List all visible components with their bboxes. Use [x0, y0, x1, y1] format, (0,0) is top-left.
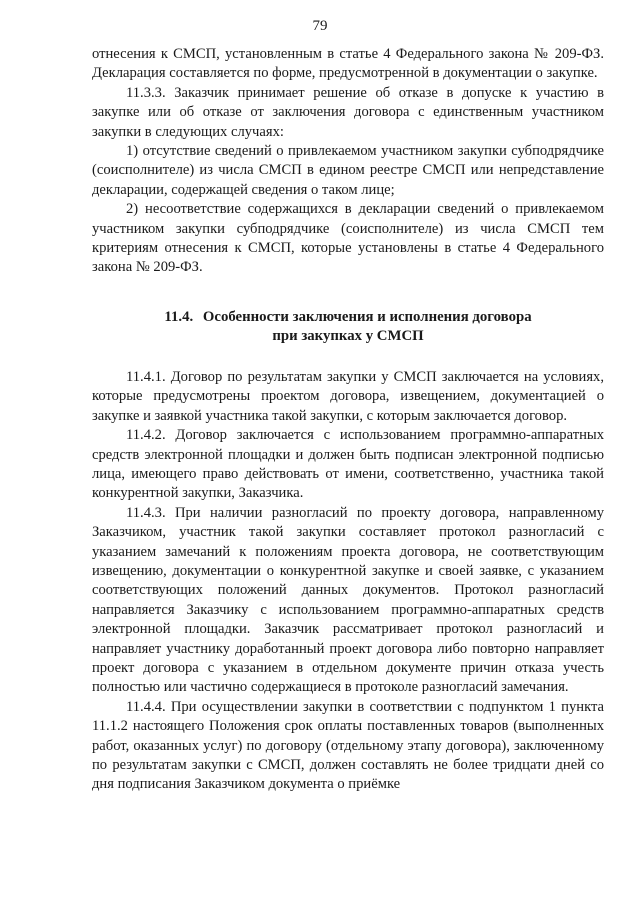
paragraph-continuation: отнесения к СМСП, установленным в статье 4 Федерального закона № 209-ФЗ. Декларация составляется по форме, предусмотренной в документации о закупке. — [92, 46, 604, 82]
section-heading — [92, 308, 604, 346]
list-item-2: 2) несоответствие содержащихся в декларации сведений о привлекаемом участником закупки субподрядчике (соисполнителе) из числа СМСП тем критериям отнесения к СМСП, которые установлены в статье 4 Федерального закона № 209-ФЗ. — [92, 201, 604, 276]
section-heading-number: 11.4. — [164, 308, 194, 325]
paragraph-11-4-4: 11.4.4. При осуществлении закупки в соответствии с подпунктом 1 пункта 11.1.2 настоящего Положения срок оплаты поставленных товаров (выполненных работ, оказанных услуг) по договору (отдельному этапу договора), заключенному по результатам закупки с СМСП, должен составлять не более тридцати дней со дня подписания Заказчиком документа о приёмке — [92, 698, 604, 793]
paragraph-11-4-1: 11.4.1. Договор по результатам закупки у СМСП заключается на условиях, которые предусмотрены проектом договора, извещением, документацией о закупке и заявкой участника такой закупки, с которым заключается договор. — [92, 368, 604, 424]
paragraph-11-3-3: 11.3.3. Заказчик принимает решение об отказе в допуске к участию в закупке или об отказе от заключения договора с единственным участником закупки в следующих случаях: — [92, 84, 604, 140]
paragraph-11-4-3: 11.4.3. При наличии разногласий по проекту договора, направленному Заказчиком, участник такой закупки составляет протокол разногласий с указанием замечаний к положениям проекта договора, не соответствующим извещению, документации о конкурентной закупке и своей заявке, с указанием соответствующих положений данных документов. Протокол разногласий направляется Заказчику с использованием программно-аппаратных средств электронной площадки. Заказчик рассматривает протокол разногласий и направляет участнику доработанный проект договора либо повторно направляет проект договора с указанием в отдельном документе причин отказа учесть полностью или частично содержащиеся в протоколе разногласий замечания. — [92, 504, 604, 696]
paragraph-11-4-2: 11.4.2. Договор заключается с использованием программно-аппаратных средств электронной площадки и должен быть подписан электронной подписью лица, имеющего право действовать от имени, соответственно, участника такой конкурентной закупки, Заказчика. — [92, 427, 604, 502]
page-number: 79 — [312, 18, 328, 34]
section-heading-line1: Особенности заключения и исполнения договора — [202, 308, 532, 325]
document-body — [92, 45, 604, 795]
list-item-1: 1) отсутствие сведений о привлекаемом участником закупки субподрядчике (соисполнителе) из числа СМСП в едином реестре СМСП или непредставление декларации, содержащей сведения о таком лице; — [92, 143, 604, 198]
section-heading-line2: при закупках у СМСП — [272, 327, 424, 344]
